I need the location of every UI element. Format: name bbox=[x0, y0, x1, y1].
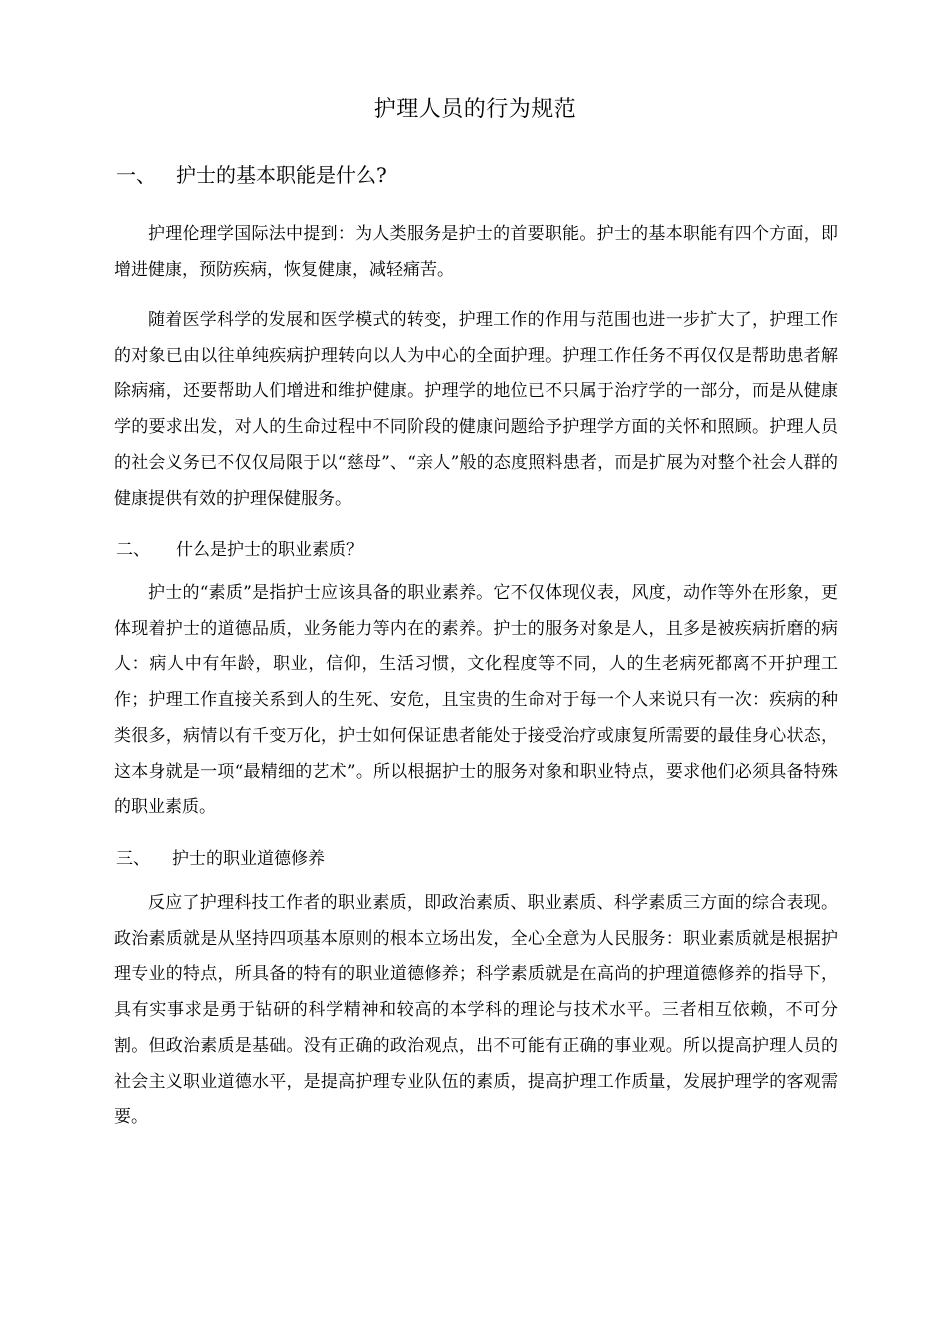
paragraph: 反应了护理科技工作者的职业素质，即政治素质、职业素质、科学素质三方面的综合表现。政治素质就是从坚持四项基本原则的根本立场出发，全心全意为人民服务：职业素质就是根据护理专业的特点，所具备的特有的职业道德修养；科学素质就是在高尚的护理道德修养的指导下，具有实事求是勇于钻研的科学精神和较高的本学科的理论与技术水平。三者相互依赖，不可分割。但政治素质是基础。没有正确的政治观点，出不可能有正确的事业观。所以提高护理人员的社会主义职业道德水平，是提高护理专业队伍的素质，提高护理工作质量，发展护理学的客观需要。 bbox=[114, 893, 838, 1128]
paragraph: 护士的“素质”是指护士应该具备的职业素养。它不仅体现仪表，风度，动作等外在形象，更体现着护士的道德品质，业务能力等内在的素养。护士的服务对象是人，且多是被疾病折磨的病人：病人中有年龄，职业，信仰，生活习惯，文化程度等不同，人的生老病死都离不开护理工作；护理工作直接关系到人的生死、安危，且宝贵的生命对于每一个人来说只有一次：疾病的种类很多，病情以有千变万化，护士如何保证患者能处于接受治疗或康复所需要的最佳身心状态，这本身就是一项“最精细的艺术”。所以根据护士的服务对象和职业特点，要求他们必须具备特殊的职业素质。 bbox=[114, 583, 838, 818]
section-number: 一、 bbox=[116, 163, 156, 187]
section-heading-text: 护士的职业道德修养 bbox=[172, 849, 325, 869]
section-heading-3 bbox=[116, 843, 325, 875]
section-heading-2 bbox=[116, 534, 363, 566]
section-heading-text: 护士的基本职能是什么? bbox=[176, 163, 387, 187]
paragraph: 随着医学科学的发展和医学模式的转变，护理工作的作用与范围也进一步扩大了，护理工作的对象已由以往单纯疾病护理转向以人为中心的全面护理。护理工作任务不再仅仅是帮助患者解除病痛，还要帮助人们增进和维护健康。护理学的地位已不只属于治疗学的一部分，而是从健康学的要求出发，对人的生命过程中不同阶段的健康问题给予护理学方面的关怀和照顾。护理人员的社会义务已不仅仅局限于以“慈母”、“亲人”般的态度照料患者，而是扩展为对整个社会人群的健康提供有效的护理保健服务。 bbox=[114, 310, 838, 509]
paragraph: 护理伦理学国际法中提到：为人类服务是护士的首要职能。护士的基本职能有四个方面，即增进健康，预防疾病，恢复健康，减轻痛苦。 bbox=[114, 224, 838, 280]
document-title: 护理人员的行为规范 bbox=[373, 97, 577, 122]
section-number: 二、 bbox=[116, 540, 150, 560]
section-heading-1 bbox=[116, 159, 387, 191]
section-heading-text: 什么是护士的职业素质？ bbox=[176, 540, 363, 560]
section-number: 三、 bbox=[116, 849, 150, 869]
